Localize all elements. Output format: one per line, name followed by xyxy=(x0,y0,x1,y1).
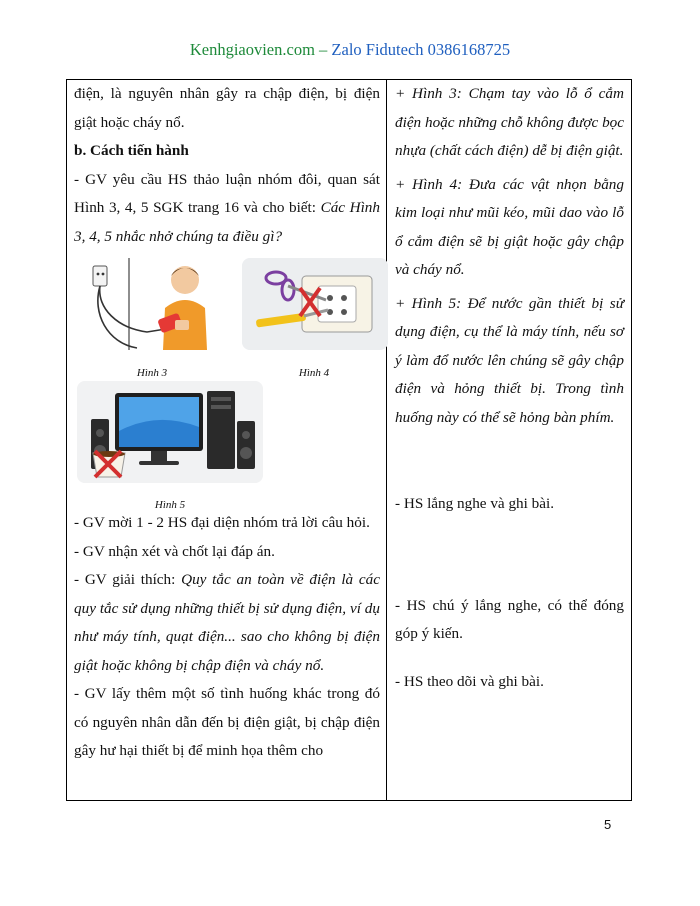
figure-4-caption: Hình 4 xyxy=(298,367,330,379)
answer-figure-3: + Hình 3: Chạm tay vào lỗ ổ cắm điện hoặc những chỗ không được bọc nhựa (chất cách điện) dễ bị điện giật. xyxy=(395,85,624,159)
explain-paragraph xyxy=(74,566,380,680)
task-paragraph xyxy=(74,166,380,252)
explain-prefix: - GV giải thích: xyxy=(74,571,182,588)
figure-group xyxy=(74,258,380,511)
hs-listen: - HS lắng nghe và ghi bài. xyxy=(395,495,555,512)
header-separator: – xyxy=(314,40,332,59)
step-comment: - GV nhận xét và chốt lại đáp án. xyxy=(74,542,275,560)
figure-3-caption: Hình 3 xyxy=(136,367,168,379)
intro-text: điện, là nguyên nhân gây ra chập điện, bị điện giật hoặc cháy nổ. xyxy=(74,85,380,131)
answer-figure-4: + Hình 4: Đưa các vật nhọn bằng kim loại như mũi kéo, mũi dao vào lỗ ổ cắm điện sẽ bị giật hoặc gây chập và cháy nổ. xyxy=(395,175,624,278)
page-number: 5 xyxy=(604,817,612,832)
plug-child-icon xyxy=(77,258,227,350)
scissors-socket-icon xyxy=(242,258,388,350)
task-question: Các Hình 3, 4, 5 nhắc nhở chúng ta điều gì? xyxy=(74,199,380,245)
step-more: - GV lấy thêm một số tình huống khác trong đó có nguyên nhân dẫn đến bị điện giật, bị chập điện gây hư hại thiết bị để minh họa thêm cho xyxy=(74,685,380,759)
hs-follow: - HS theo dõi và ghi bài. xyxy=(395,672,544,690)
teacher-activity-cell xyxy=(67,80,387,801)
explain-text: Quy tắc an toàn về điện là các quy tắc sử dụng những thiết bị sử dụng điện, ví dụ như máy tính, quạt điện... sao cho không bị điện giật hoặc không bị chập điện và cháy nổ. xyxy=(74,571,380,674)
step-invite: - GV mời 1 - 2 HS đại diện nhóm trả lời câu hỏi. xyxy=(74,514,370,531)
figure-5-image xyxy=(77,381,263,483)
table-row xyxy=(67,80,632,801)
computer-cup-icon xyxy=(77,381,263,483)
section-heading: b. Cách tiến hành xyxy=(74,142,189,159)
site-name[interactable]: Kenhgiaovien.com xyxy=(189,40,315,59)
answer-figure-5: + Hình 5: Để nước gần thiết bị sử dụng điện, cụ thể là máy tính, nếu sơ ý làm đổ nước lên chúng sẽ gây chập điện và hỏng thiết bị. Trong tình huống này có thể sẽ hỏng bàn phím. xyxy=(395,294,624,426)
figure-3-image xyxy=(77,258,227,350)
figure-4-image xyxy=(242,258,388,350)
task-prefix: - GV yêu cầu HS thảo luận nhóm đôi, quan sát Hình 3, 4, 5 SGK trang 16 và cho biết: xyxy=(74,170,380,216)
hs-contribute: - HS chú ý lắng nghe, có thể đóng góp ý kiến. xyxy=(395,596,624,642)
zalo-contact[interactable]: Zalo Fidutech 0386168725 xyxy=(331,40,511,59)
figure-5-caption: Hình 5 xyxy=(154,499,186,511)
lesson-table xyxy=(66,79,632,801)
page-header xyxy=(0,40,700,60)
student-activity-cell xyxy=(387,80,632,801)
